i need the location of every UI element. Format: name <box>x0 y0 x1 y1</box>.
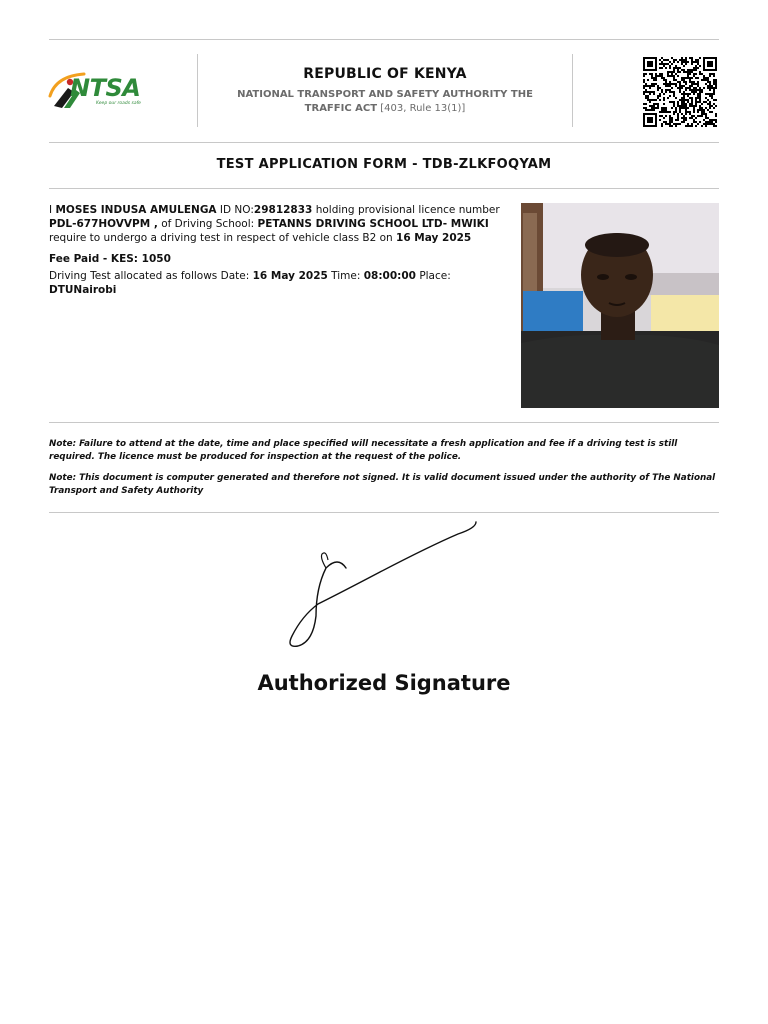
test-date: 16 May 2025 <box>396 232 472 244</box>
place-label: Place: <box>419 270 451 282</box>
applicant-name: MOSES INDUSA AMULENGA <box>55 204 217 216</box>
school-label: of Driving School: <box>161 218 255 230</box>
authority-subtitle <box>212 88 558 116</box>
note-computer-generated: Note: This document is computer generated and therefore not signed. It is valid document issued under the authority of The National Transport and Safety Authority <box>49 473 716 496</box>
vehicle-class-text: require to undergo a driving test in respect of vehicle class B2 on <box>49 232 393 244</box>
allocation-date: 16 May 2025 <box>252 270 328 282</box>
authority-name: NATIONAL TRANSPORT AND SAFETY AUTHORITY THE TRAFFIC ACT <box>237 89 533 114</box>
licence-number: PDL-677HOVVPM , <box>49 218 158 230</box>
id-number: 29812833 <box>253 204 313 216</box>
note-failure-to-attend: Note: Failure to attend at the date, time and place specified will necessitate a fresh application and fee if a driving test is still required. The licence must be produced for inspection at the request of the police. <box>49 439 678 462</box>
fee-paid: Fee Paid - KES: 1050 <box>49 253 171 265</box>
test-allocation <box>49 269 509 297</box>
top-rule <box>49 39 719 40</box>
handwritten-signature <box>280 518 485 653</box>
title-bottom-rule <box>49 188 719 189</box>
logo-tagline: Keep our roads safe <box>96 101 141 106</box>
form-title: TEST APPLICATION FORM - TDB-ZLKFOQYAM <box>216 157 552 172</box>
allocation-place: DTUNairobi <box>49 284 117 296</box>
header-divider-right <box>572 54 573 127</box>
applicant-photo <box>521 203 719 408</box>
driving-school: PETANNS DRIVING SCHOOL LTD- MWIKI <box>257 218 489 230</box>
body-bottom-rule <box>49 422 719 423</box>
id-label: ID NO: <box>219 204 254 216</box>
republic-title: REPUBLIC OF KENYA <box>303 66 467 82</box>
header-divider-left <box>197 54 198 127</box>
time-label: Time: <box>331 270 361 282</box>
licence-label: holding provisional licence number <box>315 204 500 216</box>
declaration-prefix: I <box>49 204 53 216</box>
notes-bottom-rule <box>49 512 719 513</box>
header-bottom-rule <box>49 142 719 143</box>
allocation-intro: Driving Test allocated as follows Date: <box>49 270 250 282</box>
logo-wordmark: NTSA <box>70 74 141 102</box>
applicant-declaration <box>49 203 521 245</box>
act-reference: [403, Rule 13(1)] <box>380 103 466 114</box>
qr-code <box>643 57 717 127</box>
authorized-signature-label: Authorized Signature <box>257 671 511 695</box>
allocation-time: 08:00:00 <box>363 270 416 282</box>
